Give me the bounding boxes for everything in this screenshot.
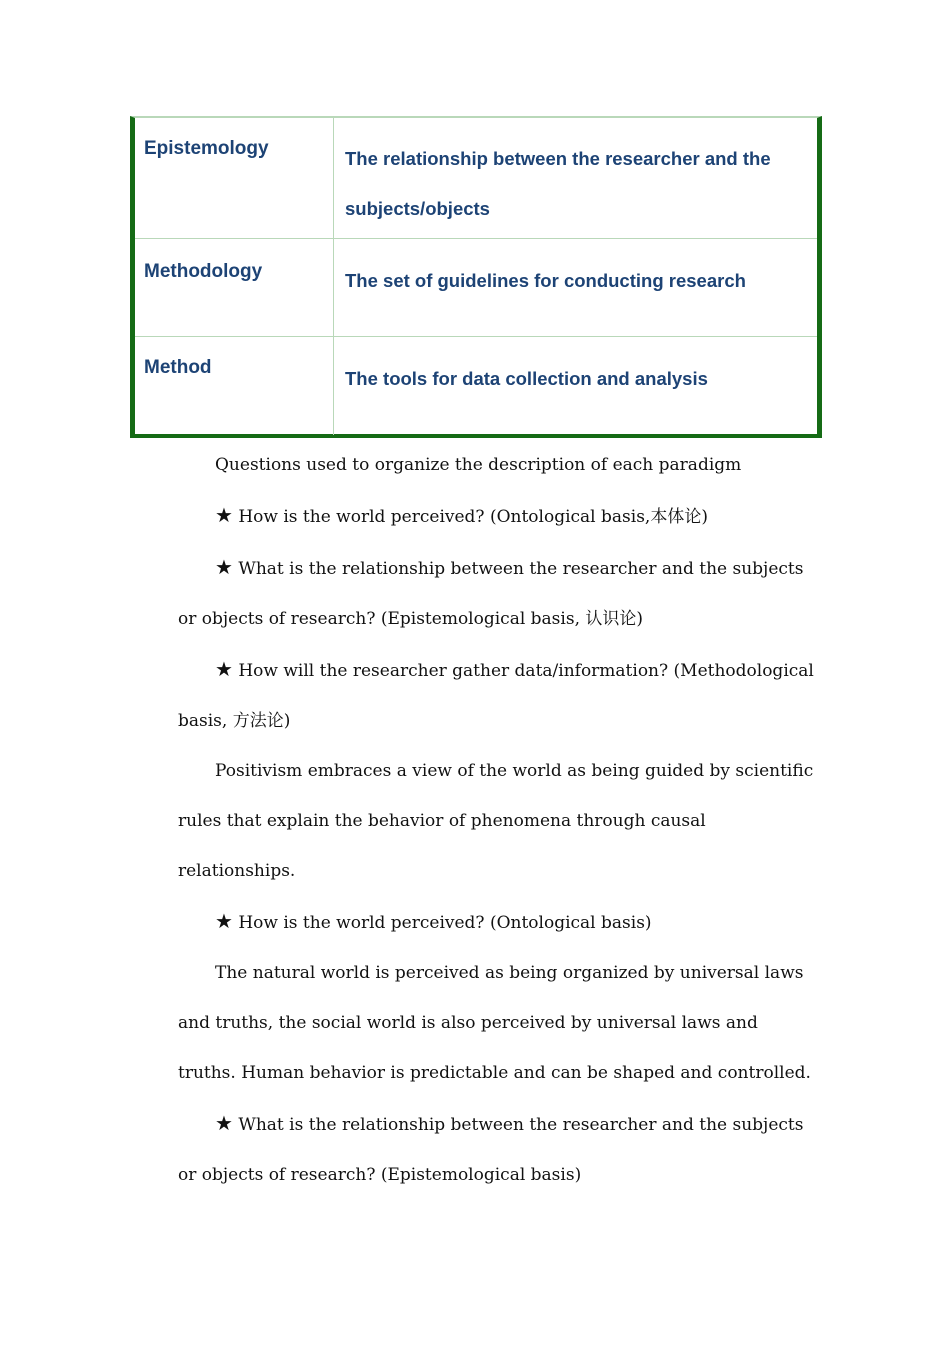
table-row (135, 118, 817, 238)
question-epistemological-positivism (178, 1098, 818, 1200)
table-row (135, 336, 817, 435)
term-label: Method (144, 357, 212, 378)
paradigm-terms-table (130, 116, 822, 438)
question-text: How is the world perceived? (Ontological basis,本体论) (232, 507, 708, 527)
natural-world-paragraph: The natural world is perceived as being organized by universal laws and truths, the social world is also perceived by universal laws and truths. Human behavior is predictable and can be shaped and controlled. (178, 963, 811, 1083)
definition-text: The set of guidelines for conducting research (345, 270, 746, 291)
star-icon: ★ (215, 909, 233, 933)
intro-paragraph: Questions used to organize the description of each paradigm (215, 455, 742, 475)
question-ontological-positivism (178, 896, 818, 948)
question-text: How will the researcher gather data/information? (Methodological basis, 方法论) (178, 661, 814, 731)
term-cell (135, 337, 334, 435)
term-label: Methodology (144, 261, 263, 282)
table-row (135, 238, 817, 337)
star-icon: ★ (215, 1111, 233, 1135)
term-cell (135, 118, 334, 238)
question-epistemological (178, 542, 818, 644)
positivism-paragraph: Positivism embraces a view of the world as being guided by scientific rules that explain the behavior of phenomena through causal relationships. (178, 761, 814, 881)
term-label: Epistemology (144, 138, 269, 159)
definition-text: The tools for data collection and analysis (345, 368, 708, 389)
document-body (178, 440, 818, 1200)
question-text: What is the relationship between the researcher and the subjects or objects of research? (Epistemological basis) (178, 1115, 804, 1185)
question-methodological (178, 644, 818, 746)
question-text: How is the world perceived? (Ontological basis) (232, 913, 652, 933)
question-ontological (178, 490, 818, 542)
definition-text: The relationship between the researcher and the subjects/objects (345, 148, 771, 219)
question-text: What is the relationship between the researcher and the subjects or objects of research? (Epistemological basis, 认识论) (178, 559, 804, 629)
term-cell (135, 239, 334, 337)
star-icon: ★ (215, 555, 233, 579)
star-icon: ★ (215, 657, 233, 681)
star-icon: ★ (215, 503, 233, 527)
